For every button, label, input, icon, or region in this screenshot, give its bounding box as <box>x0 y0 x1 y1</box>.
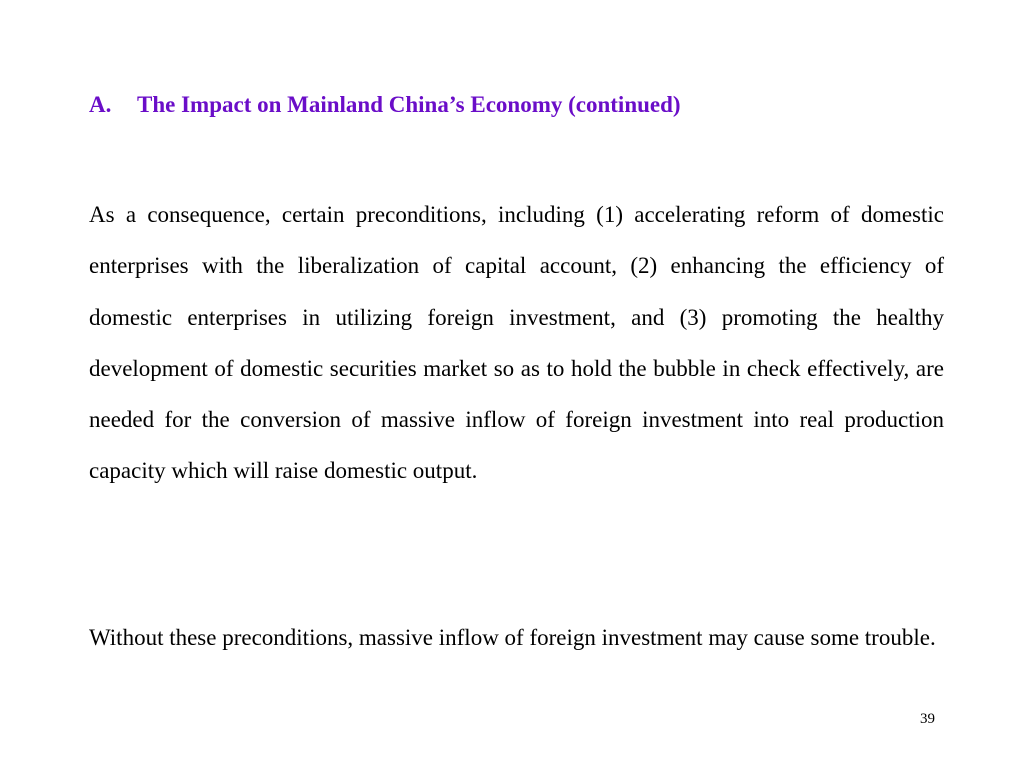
heading-title: The Impact on Mainland China’s Economy (continued) <box>137 92 681 117</box>
body-paragraph-2: Without these preconditions, massive inflow of foreign investment may cause some trouble. <box>89 625 936 650</box>
heading-marker: A. <box>89 92 112 117</box>
body-paragraph-1: As a consequence, certain preconditions, including (1) accelerating reform of domestic enterprises with the liberalization of capital account, (2) enhancing the efficiency of domestic enterprises in utilizing foreign investment, and (3) promoting the healthy development of domestic securities market so as to hold the bubble in check effectively, are needed for the conversion of massive inflow of foreign investment into real production capacity which will raise domestic output. <box>89 202 944 484</box>
slide-heading <box>89 88 949 122</box>
page-number: 39 <box>920 711 935 727</box>
